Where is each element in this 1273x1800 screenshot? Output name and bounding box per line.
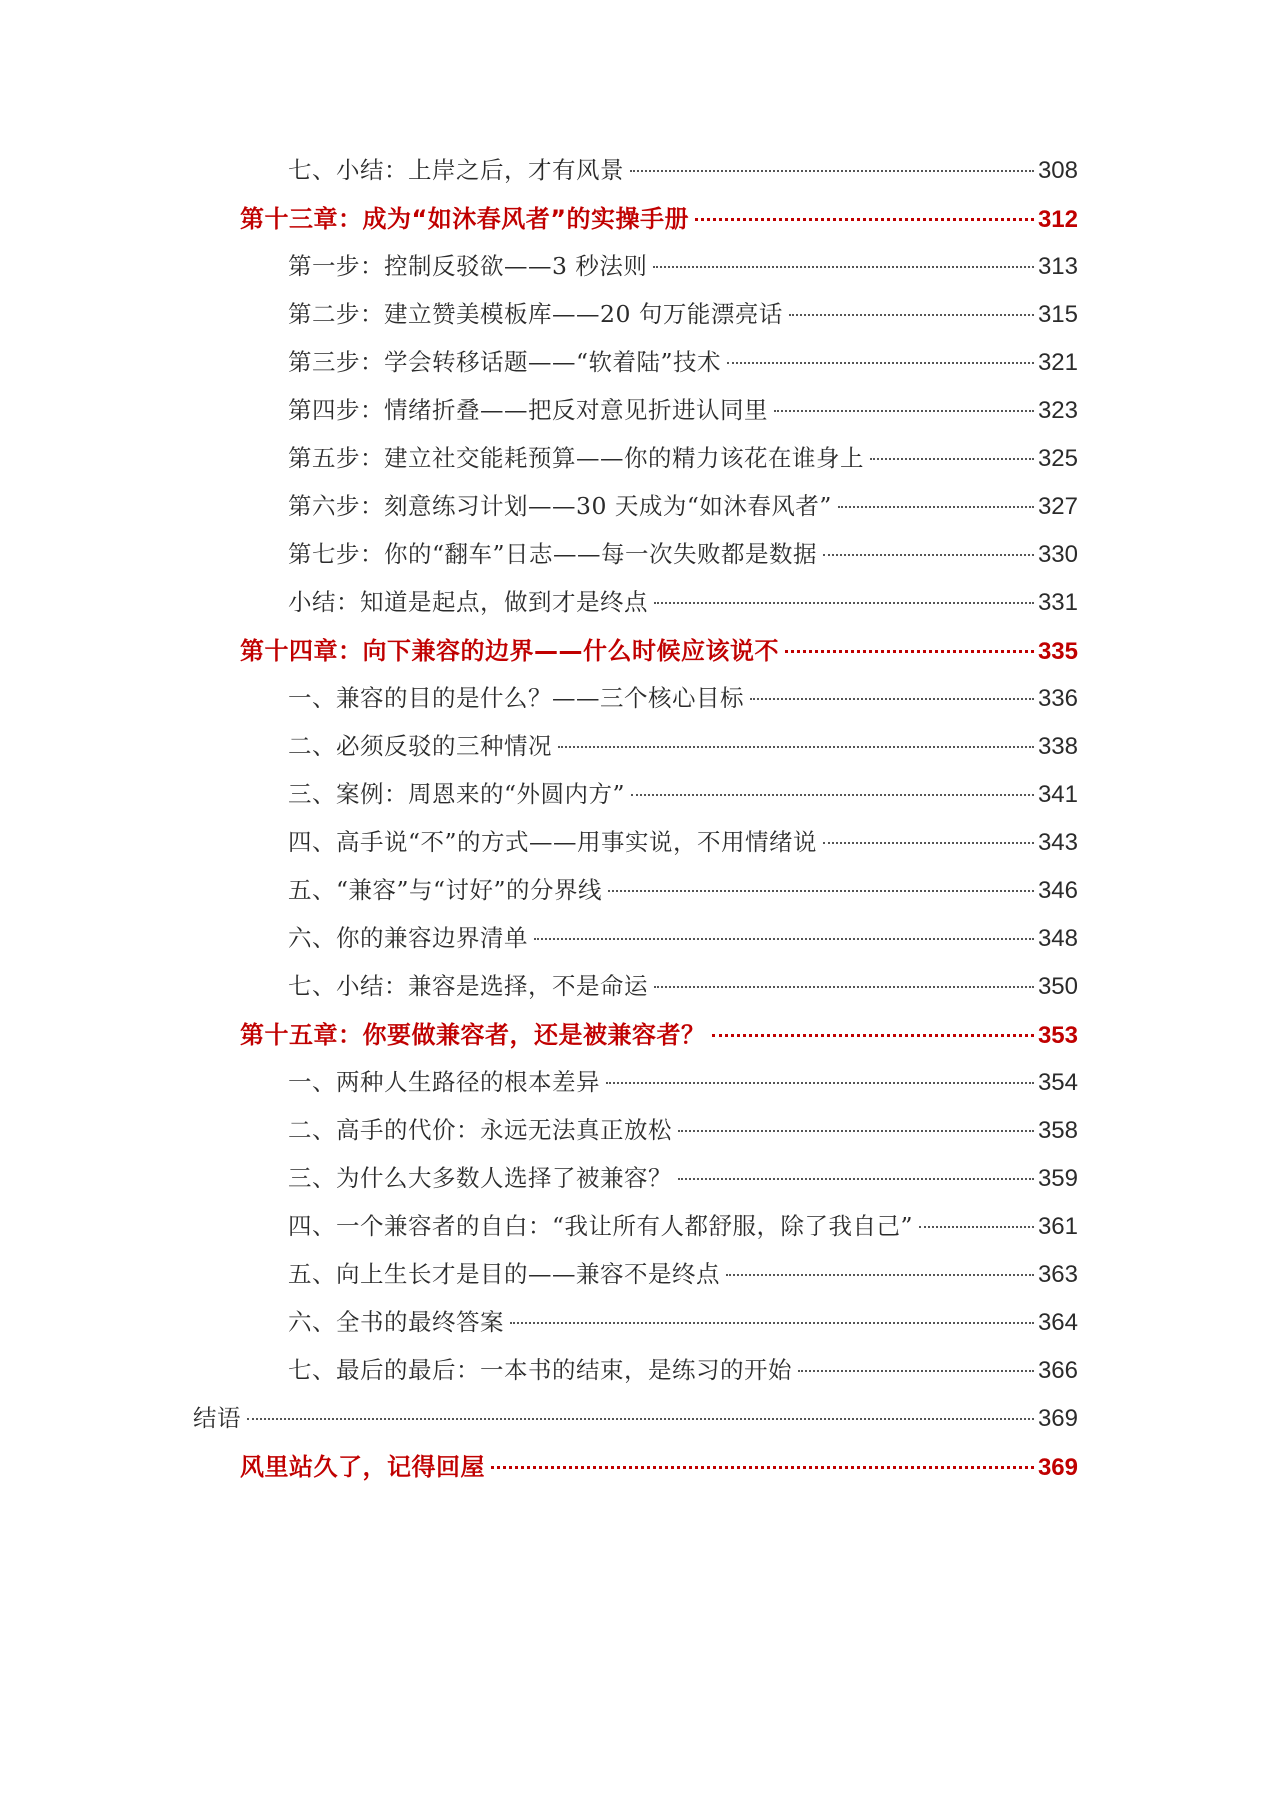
toc-entry-title: 一、两种人生路径的根本差异 [288, 1068, 600, 1096]
toc-entry[interactable] [0, 487, 1273, 535]
toc-entry-page: 366 [1037, 1357, 1078, 1384]
toc-entry-page: 323 [1037, 397, 1078, 424]
toc-entry-title: 六、全书的最终答案 [288, 1308, 504, 1336]
toc-chapter-entry[interactable] [0, 631, 1273, 679]
toc-entry-title: 第一步：控制反驳欲——3 秒法则 [288, 252, 648, 280]
toc-entry-page: 308 [1037, 157, 1078, 184]
toc-entry-page: 315 [1037, 301, 1078, 328]
toc-entry[interactable] [0, 1207, 1273, 1255]
toc-entry-title: 风里站久了，记得回屋 [240, 1453, 485, 1481]
dot-leader [838, 506, 1034, 508]
toc-entry[interactable] [0, 391, 1273, 439]
dot-leader [727, 362, 1034, 364]
toc-entry-title: 结语 [193, 1404, 241, 1432]
dot-leader [606, 1082, 1034, 1084]
toc-entry-page: 327 [1037, 493, 1078, 520]
toc-chapter-entry[interactable] [0, 199, 1273, 247]
toc-entry-title: 第十五章：你要做兼容者，还是被兼容者？ [240, 1021, 706, 1049]
toc-entry-page: 343 [1037, 829, 1078, 856]
toc-entry-title: 第四步：情绪折叠——把反对意见折进认同里 [288, 396, 768, 424]
toc-entry[interactable] [0, 1159, 1273, 1207]
dot-leader [798, 1370, 1034, 1372]
dot-leader [695, 218, 1034, 221]
table-of-contents [0, 151, 1273, 1495]
toc-entry[interactable] [0, 295, 1273, 343]
toc-entry-title: 小结：知道是起点，做到才是终点 [288, 588, 648, 616]
toc-entry-page: 338 [1037, 733, 1078, 760]
dot-leader [654, 986, 1034, 988]
toc-entry-page: 312 [1037, 206, 1078, 233]
toc-entry-title: 三、案例：周恩来的“外圆内方” [288, 780, 626, 808]
toc-entry-title: 一、兼容的目的是什么？——三个核心目标 [288, 684, 744, 712]
dot-leader [789, 314, 1034, 316]
toc-entry-title: 五、“兼容”与“讨好”的分界线 [288, 876, 603, 904]
dot-leader [654, 602, 1034, 604]
dot-leader [631, 794, 1034, 796]
toc-entry-title: 四、高手说“不”的方式——用事实说，不用情绪说 [288, 828, 818, 856]
toc-entry-page: 335 [1037, 638, 1078, 665]
dot-leader [630, 170, 1034, 172]
toc-entry-page: 325 [1037, 445, 1078, 472]
toc-entry[interactable] [0, 1351, 1273, 1399]
toc-entry-title: 第二步：建立赞美模板库——20 句万能漂亮话 [288, 300, 783, 328]
toc-entry-page: 336 [1037, 685, 1078, 712]
toc-entry-page: 354 [1037, 1069, 1078, 1096]
toc-entry-title: 第十三章：成为“如沐春风者”的实操手册 [240, 205, 690, 233]
toc-entry-page: 331 [1037, 589, 1078, 616]
toc-entry-page: 330 [1037, 541, 1078, 568]
toc-entry-title: 四、一个兼容者的自白：“我让所有人都舒服，除了我自己” [288, 1212, 914, 1240]
dot-leader [774, 410, 1034, 412]
dot-leader [678, 1178, 1034, 1180]
toc-entry-title: 七、小结：兼容是选择，不是命运 [288, 972, 648, 1000]
toc-entry[interactable] [0, 439, 1273, 487]
toc-entry[interactable] [0, 1063, 1273, 1111]
dot-leader [534, 938, 1034, 940]
toc-entry-title: 第三步：学会转移话题——“软着陆”技术 [288, 348, 722, 376]
toc-entry[interactable] [0, 679, 1273, 727]
toc-entry-page: 346 [1037, 877, 1078, 904]
toc-entry[interactable] [0, 823, 1273, 871]
dot-leader [726, 1274, 1034, 1276]
toc-entry-title: 七、小结：上岸之后，才有风景 [288, 156, 624, 184]
toc-entry-page: 348 [1037, 925, 1078, 952]
dot-leader [870, 458, 1034, 460]
dot-leader [247, 1418, 1034, 1420]
toc-entry[interactable] [0, 1399, 1273, 1447]
dot-leader [750, 698, 1034, 700]
toc-entry[interactable] [0, 583, 1273, 631]
toc-entry[interactable] [0, 967, 1273, 1015]
toc-chapter-entry[interactable] [0, 1447, 1273, 1495]
toc-entry-title: 第五步：建立社交能耗预算——你的精力该花在谁身上 [288, 444, 864, 472]
toc-entry-page: 361 [1037, 1213, 1078, 1240]
toc-entry-title: 六、你的兼容边界清单 [288, 924, 528, 952]
toc-entry-page: 313 [1037, 253, 1078, 280]
toc-entry-page: 353 [1037, 1022, 1078, 1049]
dot-leader [823, 842, 1034, 844]
toc-entry-title: 三、为什么大多数人选择了被兼容？ [288, 1164, 672, 1192]
toc-entry[interactable] [0, 1111, 1273, 1159]
dot-leader [558, 746, 1034, 748]
dot-leader [823, 554, 1034, 556]
toc-entry-page: 321 [1037, 349, 1078, 376]
dot-leader [510, 1322, 1034, 1324]
dot-leader [491, 1466, 1034, 1469]
toc-entry-title: 第六步：刻意练习计划——30 天成为“如沐春风者” [288, 492, 832, 520]
toc-entry[interactable] [0, 727, 1273, 775]
toc-entry-title: 五、向上生长才是目的——兼容不是终点 [288, 1260, 720, 1288]
toc-entry-title: 二、必须反驳的三种情况 [288, 732, 552, 760]
toc-entry[interactable] [0, 1255, 1273, 1303]
toc-entry-page: 358 [1037, 1117, 1078, 1144]
toc-entry-page: 341 [1037, 781, 1078, 808]
toc-chapter-entry[interactable] [0, 1015, 1273, 1063]
toc-entry[interactable] [0, 247, 1273, 295]
toc-entry[interactable] [0, 535, 1273, 583]
toc-entry-title: 二、高手的代价：永远无法真正放松 [288, 1116, 672, 1144]
dot-leader [785, 650, 1034, 653]
dot-leader [712, 1034, 1034, 1037]
dot-leader [919, 1226, 1034, 1228]
toc-entry-page: 369 [1037, 1405, 1078, 1432]
toc-entry[interactable] [0, 919, 1273, 967]
toc-entry-page: 364 [1037, 1309, 1078, 1336]
dot-leader [678, 1130, 1034, 1132]
toc-entry-page: 363 [1037, 1261, 1078, 1288]
toc-entry-page: 350 [1037, 973, 1078, 1000]
toc-entry-title: 七、最后的最后：一本书的结束，是练习的开始 [288, 1356, 792, 1384]
toc-entry-title: 第七步：你的“翻车”日志——每一次失败都是数据 [288, 540, 818, 568]
toc-entry[interactable] [0, 151, 1273, 199]
toc-entry[interactable] [0, 871, 1273, 919]
toc-entry-page: 369 [1037, 1454, 1078, 1481]
dot-leader [608, 890, 1034, 892]
toc-entry-title: 第十四章：向下兼容的边界——什么时候应该说不 [240, 637, 779, 665]
toc-entry[interactable] [0, 775, 1273, 823]
toc-entry[interactable] [0, 343, 1273, 391]
toc-entry-page: 359 [1037, 1165, 1078, 1192]
toc-entry[interactable] [0, 1303, 1273, 1351]
dot-leader [653, 266, 1034, 268]
